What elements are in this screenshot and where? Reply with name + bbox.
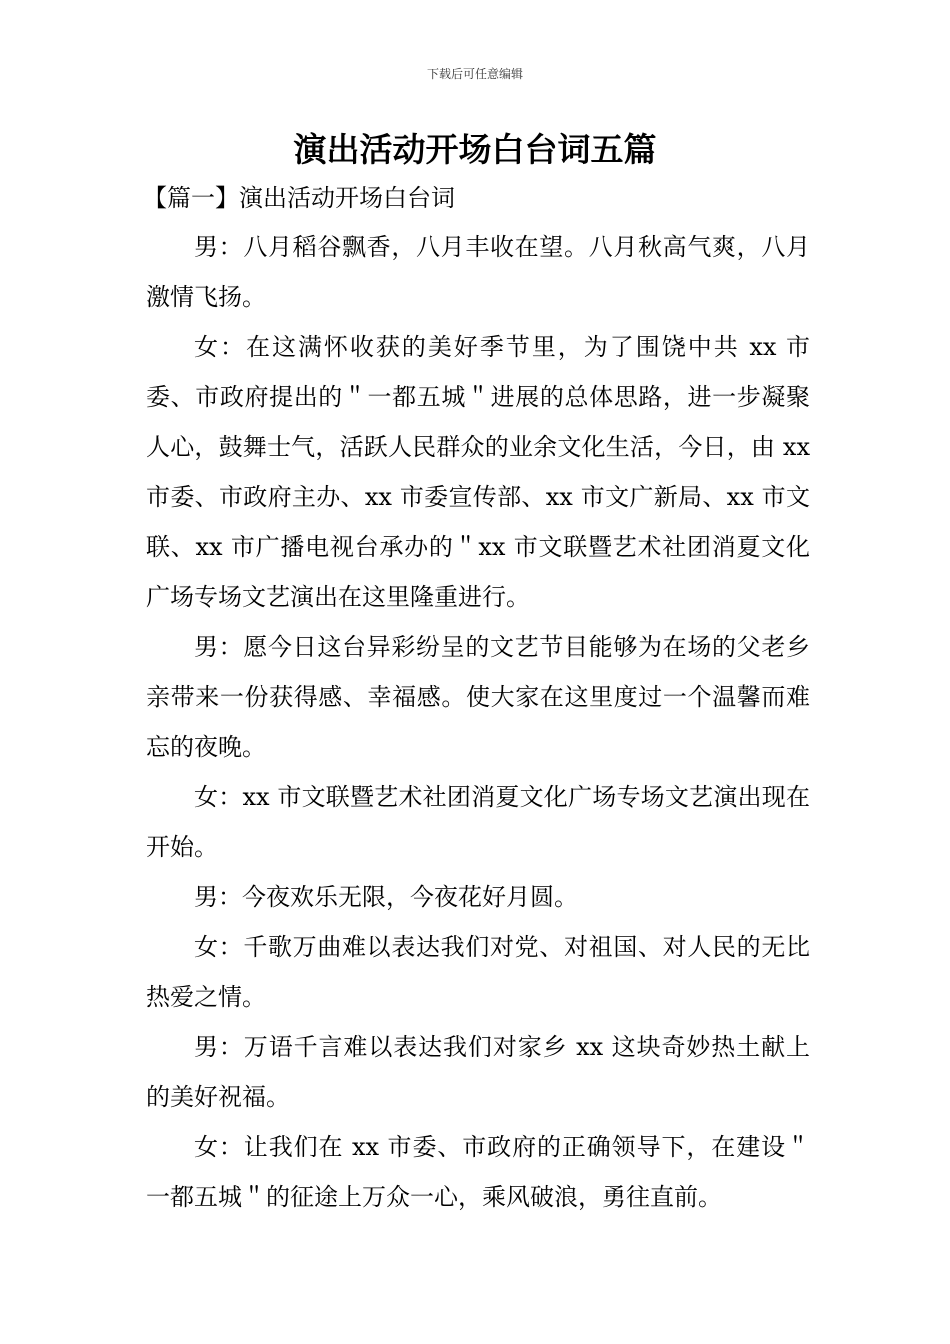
paragraph: 女：让我们在 xx 市委、市政府的正确领导下，在建设＂一都五城＂的征途上万众一心，乘风破浪，勇往直前。 (146, 1133, 810, 1211)
paragraph: 女：xx 市文联暨艺术社团消夏文化广场专场文艺演出现在开始。 (146, 783, 810, 861)
section-heading: 【篇一】演出活动开场白台词 (143, 184, 455, 212)
paragraph: 女：在这满怀收获的美好季节里，为了围饶中共 xx 市委、市政府提出的＂一都五城＂进展的总体思路，进一步凝聚人心，鼓舞士气，活跃人民群众的业余文化生活，今日，由 xx 市委、市政府主办、xx 市委宣传部、xx 市文广新局、xx 市文联、xx 市广播电视台承办的＂xx 市文联暨艺术社团消夏文化广场专场文艺演出在这里隆重进行。 (146, 333, 810, 611)
paragraph: 男：今夜欢乐无限，今夜花好月圆。 (194, 883, 578, 911)
paragraph: 女：千歌万曲难以表达我们对党、对祖国、对人民的无比热爱之情。 (146, 933, 810, 1011)
body-text (146, 222, 810, 1222)
paragraph: 男：八月稻谷飘香，八月丰收在望。八月秋高气爽，八月激情飞扬。 (146, 233, 810, 311)
paragraph: 男：万语千言难以表达我们对家乡 xx 这块奇妙热土献上的美好祝福。 (146, 1033, 810, 1111)
document-title: 演出活动开场白台词五篇 (293, 130, 657, 169)
header-note: 下载后可任意编辑 (426, 67, 523, 81)
paragraph: 男：愿今日这台异彩纷呈的文艺节目能够为在场的父老乡亲带来一份获得感、幸福感。使大家在这里度过一个温馨而难忘的夜晚。 (146, 633, 810, 761)
